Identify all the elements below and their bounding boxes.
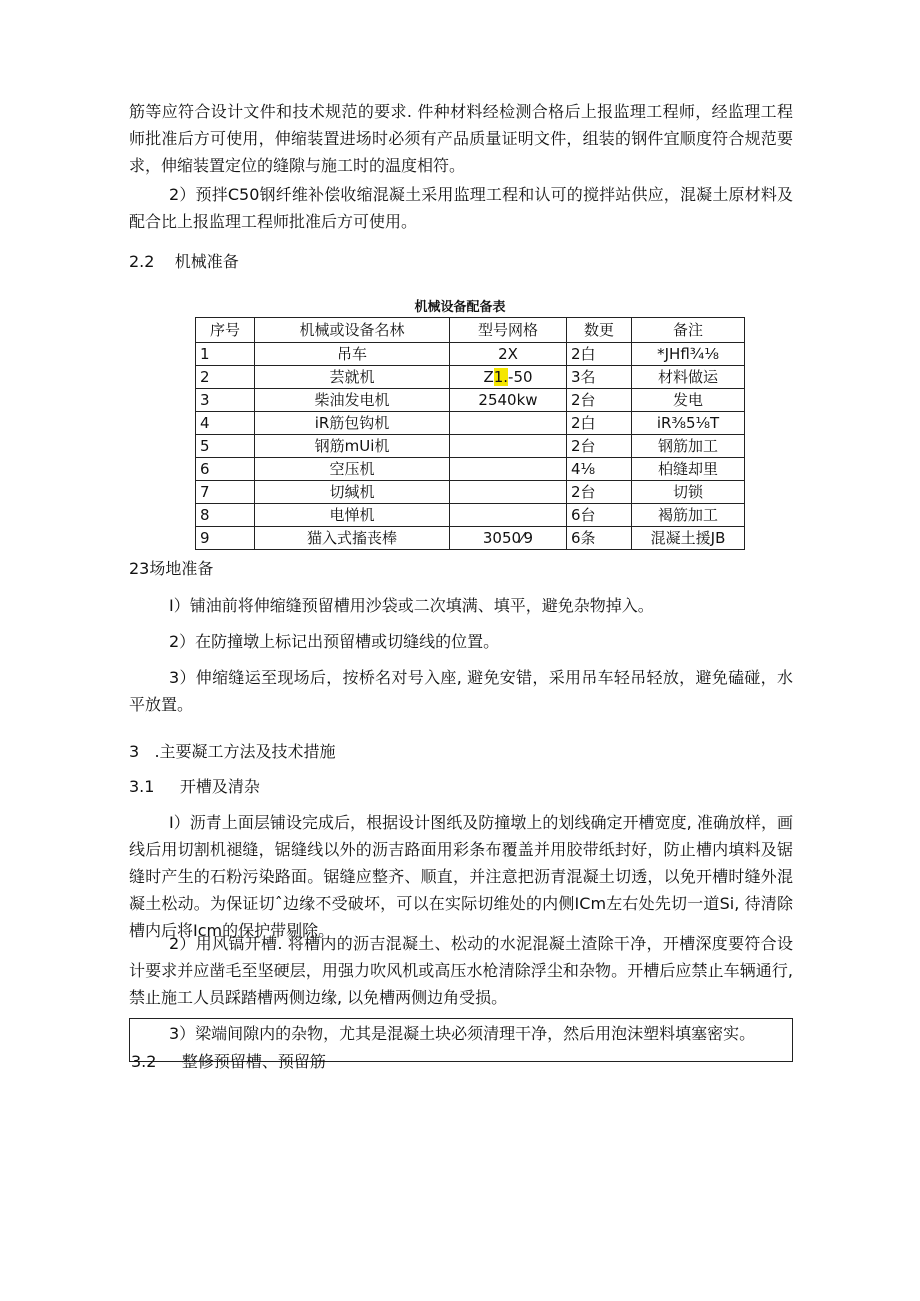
cell-no: 6 xyxy=(196,458,255,481)
heading-3-1: 3.1 开槽及清杂 xyxy=(129,777,260,796)
cell-model xyxy=(450,504,567,527)
table-row xyxy=(196,343,745,366)
cell-qty: 2白 xyxy=(567,412,632,435)
cell-model: 2X xyxy=(450,343,567,366)
cell-note: 发电 xyxy=(632,389,745,412)
cell-note: 褐筋加工 xyxy=(632,504,745,527)
paragraph-air-pick: 2）用风镐开槽. 将槽内的沥吉混凝土、松动的水泥混凝土渣除干净，开槽深度要符合设计要求并应凿毛至坚硬层，用强力吹风机或高压水枪清除浮尘和杂物。开槽后应禁止车辆通行, 禁止施工人员踩踏槽两侧边缘, 以免槽两侧边角受损。 xyxy=(129,934,793,1007)
heading-3: 3 .主要凝工方法及技术措施 xyxy=(129,742,336,761)
table-row xyxy=(196,527,745,550)
cell-qty: 4⅛ xyxy=(567,458,632,481)
cell-no: 7 xyxy=(196,481,255,504)
cell-note: 切锁 xyxy=(632,481,745,504)
table-row xyxy=(196,366,745,389)
cell-note: *JHfl¾⅛ xyxy=(632,343,745,366)
cell-name: 钢筋mUi机 xyxy=(255,435,450,458)
cell-model xyxy=(450,366,567,389)
cell-name: 柴油发电机 xyxy=(255,389,450,412)
cell-qty: 2台 xyxy=(567,481,632,504)
paragraph-groove-cutting: I）沥青上面层铺设完成后，根据设计图纸及防撞墩上的划线确定开槽宽度, 准确放样，画线后用切割机褪缝，锯缝线以外的沥吉路面用彩条布覆盖并用胶带纸封好，防止槽内填料及锯缝时产生的石粉污染路面。锯缝应整齐、顺直，并注意把沥青混凝土切透，以免开槽时缝外混凝土松动。为保证切ˆ边缘不受破坏，可以在实际切维处的内侧ICm左右处先切一道Si, 待清除槽内后将Icm的保护带剔除。 xyxy=(129,813,793,940)
paragraph-fill-groove: I）铺油前将伸缩缝预留槽用沙袋或二次填满、填平，避免杂物掉入。 xyxy=(169,596,654,615)
cell-name: 芸就机 xyxy=(255,366,450,389)
cell-qty: 2白 xyxy=(567,343,632,366)
table-caption: 机械设备配备表 xyxy=(414,300,506,315)
cell-no: 4 xyxy=(196,412,255,435)
heading-2-3: 23场地准备 xyxy=(129,559,214,578)
cell-name: 电惮机 xyxy=(255,504,450,527)
cell-no: 8 xyxy=(196,504,255,527)
cell-model xyxy=(450,412,567,435)
table-row xyxy=(196,504,745,527)
table-header-row xyxy=(196,318,745,343)
cell-no: 5 xyxy=(196,435,255,458)
cell-name: 猫入式搐丧棒 xyxy=(255,527,450,550)
cell-note: iR⅜5⅛T xyxy=(632,412,745,435)
cell-no: 9 xyxy=(196,527,255,550)
table-row xyxy=(196,481,745,504)
cell-note: 材料做运 xyxy=(632,366,745,389)
equipment-table xyxy=(195,317,745,550)
cell-note: 钢筋加工 xyxy=(632,435,745,458)
cell-name: 吊车 xyxy=(255,343,450,366)
paragraph-transport: 3）伸缩缝运至现场后，按桥名对号入座, 避免安错，采用吊车轻吊轻放，避免磕碰，水平放置。 xyxy=(129,668,793,714)
header-no: 序号 xyxy=(196,318,255,343)
table-row xyxy=(196,458,745,481)
cell-no: 1 xyxy=(196,343,255,366)
heading-2-2: 2.2 机械准备 xyxy=(129,252,239,271)
cell-qty: 2台 xyxy=(567,389,632,412)
table-row xyxy=(196,412,745,435)
cell-note: 柏缝却里 xyxy=(632,458,745,481)
cell-qty: 6台 xyxy=(567,504,632,527)
cell-model xyxy=(450,481,567,504)
header-note: 备注 xyxy=(632,318,745,343)
table-row xyxy=(196,389,745,412)
header-qty: 数更 xyxy=(567,318,632,343)
cell-qty: 3名 xyxy=(567,366,632,389)
model-prefix: Z xyxy=(483,368,494,386)
cell-note: 混凝土援JB xyxy=(632,527,745,550)
highlighted-text: 1. xyxy=(493,368,509,386)
cell-no: 3 xyxy=(196,389,255,412)
cell-model xyxy=(450,458,567,481)
table-row xyxy=(196,435,745,458)
header-name: 机械或设备名林 xyxy=(255,318,450,343)
cell-name: iR筋包钩机 xyxy=(255,412,450,435)
model-suffix: -50 xyxy=(508,368,533,386)
cell-qty: 2台 xyxy=(567,435,632,458)
cell-model: 3050⁄9 xyxy=(450,527,567,550)
heading-3-2: 3.2 整修预留槽、预留筋 xyxy=(131,1052,326,1071)
paragraph-gap-cleaning: 3）梁端间隙内的杂物，尤其是混凝土块必须清理干净，然后用泡沫塑料填塞密实。 xyxy=(169,1024,756,1043)
cell-name: 切缄机 xyxy=(255,481,450,504)
paragraph-mark-line: 2）在防撞墩上标记出预留槽或切缝线的位置。 xyxy=(169,632,500,651)
cell-no: 2 xyxy=(196,366,255,389)
cell-model: 2540kw xyxy=(450,389,567,412)
cell-model xyxy=(450,435,567,458)
paragraph-material-requirements: 筋等应符合设计文件和技术规范的要求. 件种材料经检测合格后上报监理工程师，经监理工程师批准后方可使用，伸缩装置进场时必须有产品质量证明文件，组装的钢件宜顺度符合规范要求，伸缩装置定位的缝隙与施工时的温度相符。 xyxy=(129,102,793,175)
header-model: 型号网格 xyxy=(450,318,567,343)
cell-qty: 6条 xyxy=(567,527,632,550)
paragraph-concrete-supply: 2）预拌C50钢纤维补偿收缩混凝土采用监理工程和认可的搅拌站供应，混凝土原材料及配合比上报监理工程师批准后方可使用。 xyxy=(129,185,793,231)
cell-name: 空压机 xyxy=(255,458,450,481)
